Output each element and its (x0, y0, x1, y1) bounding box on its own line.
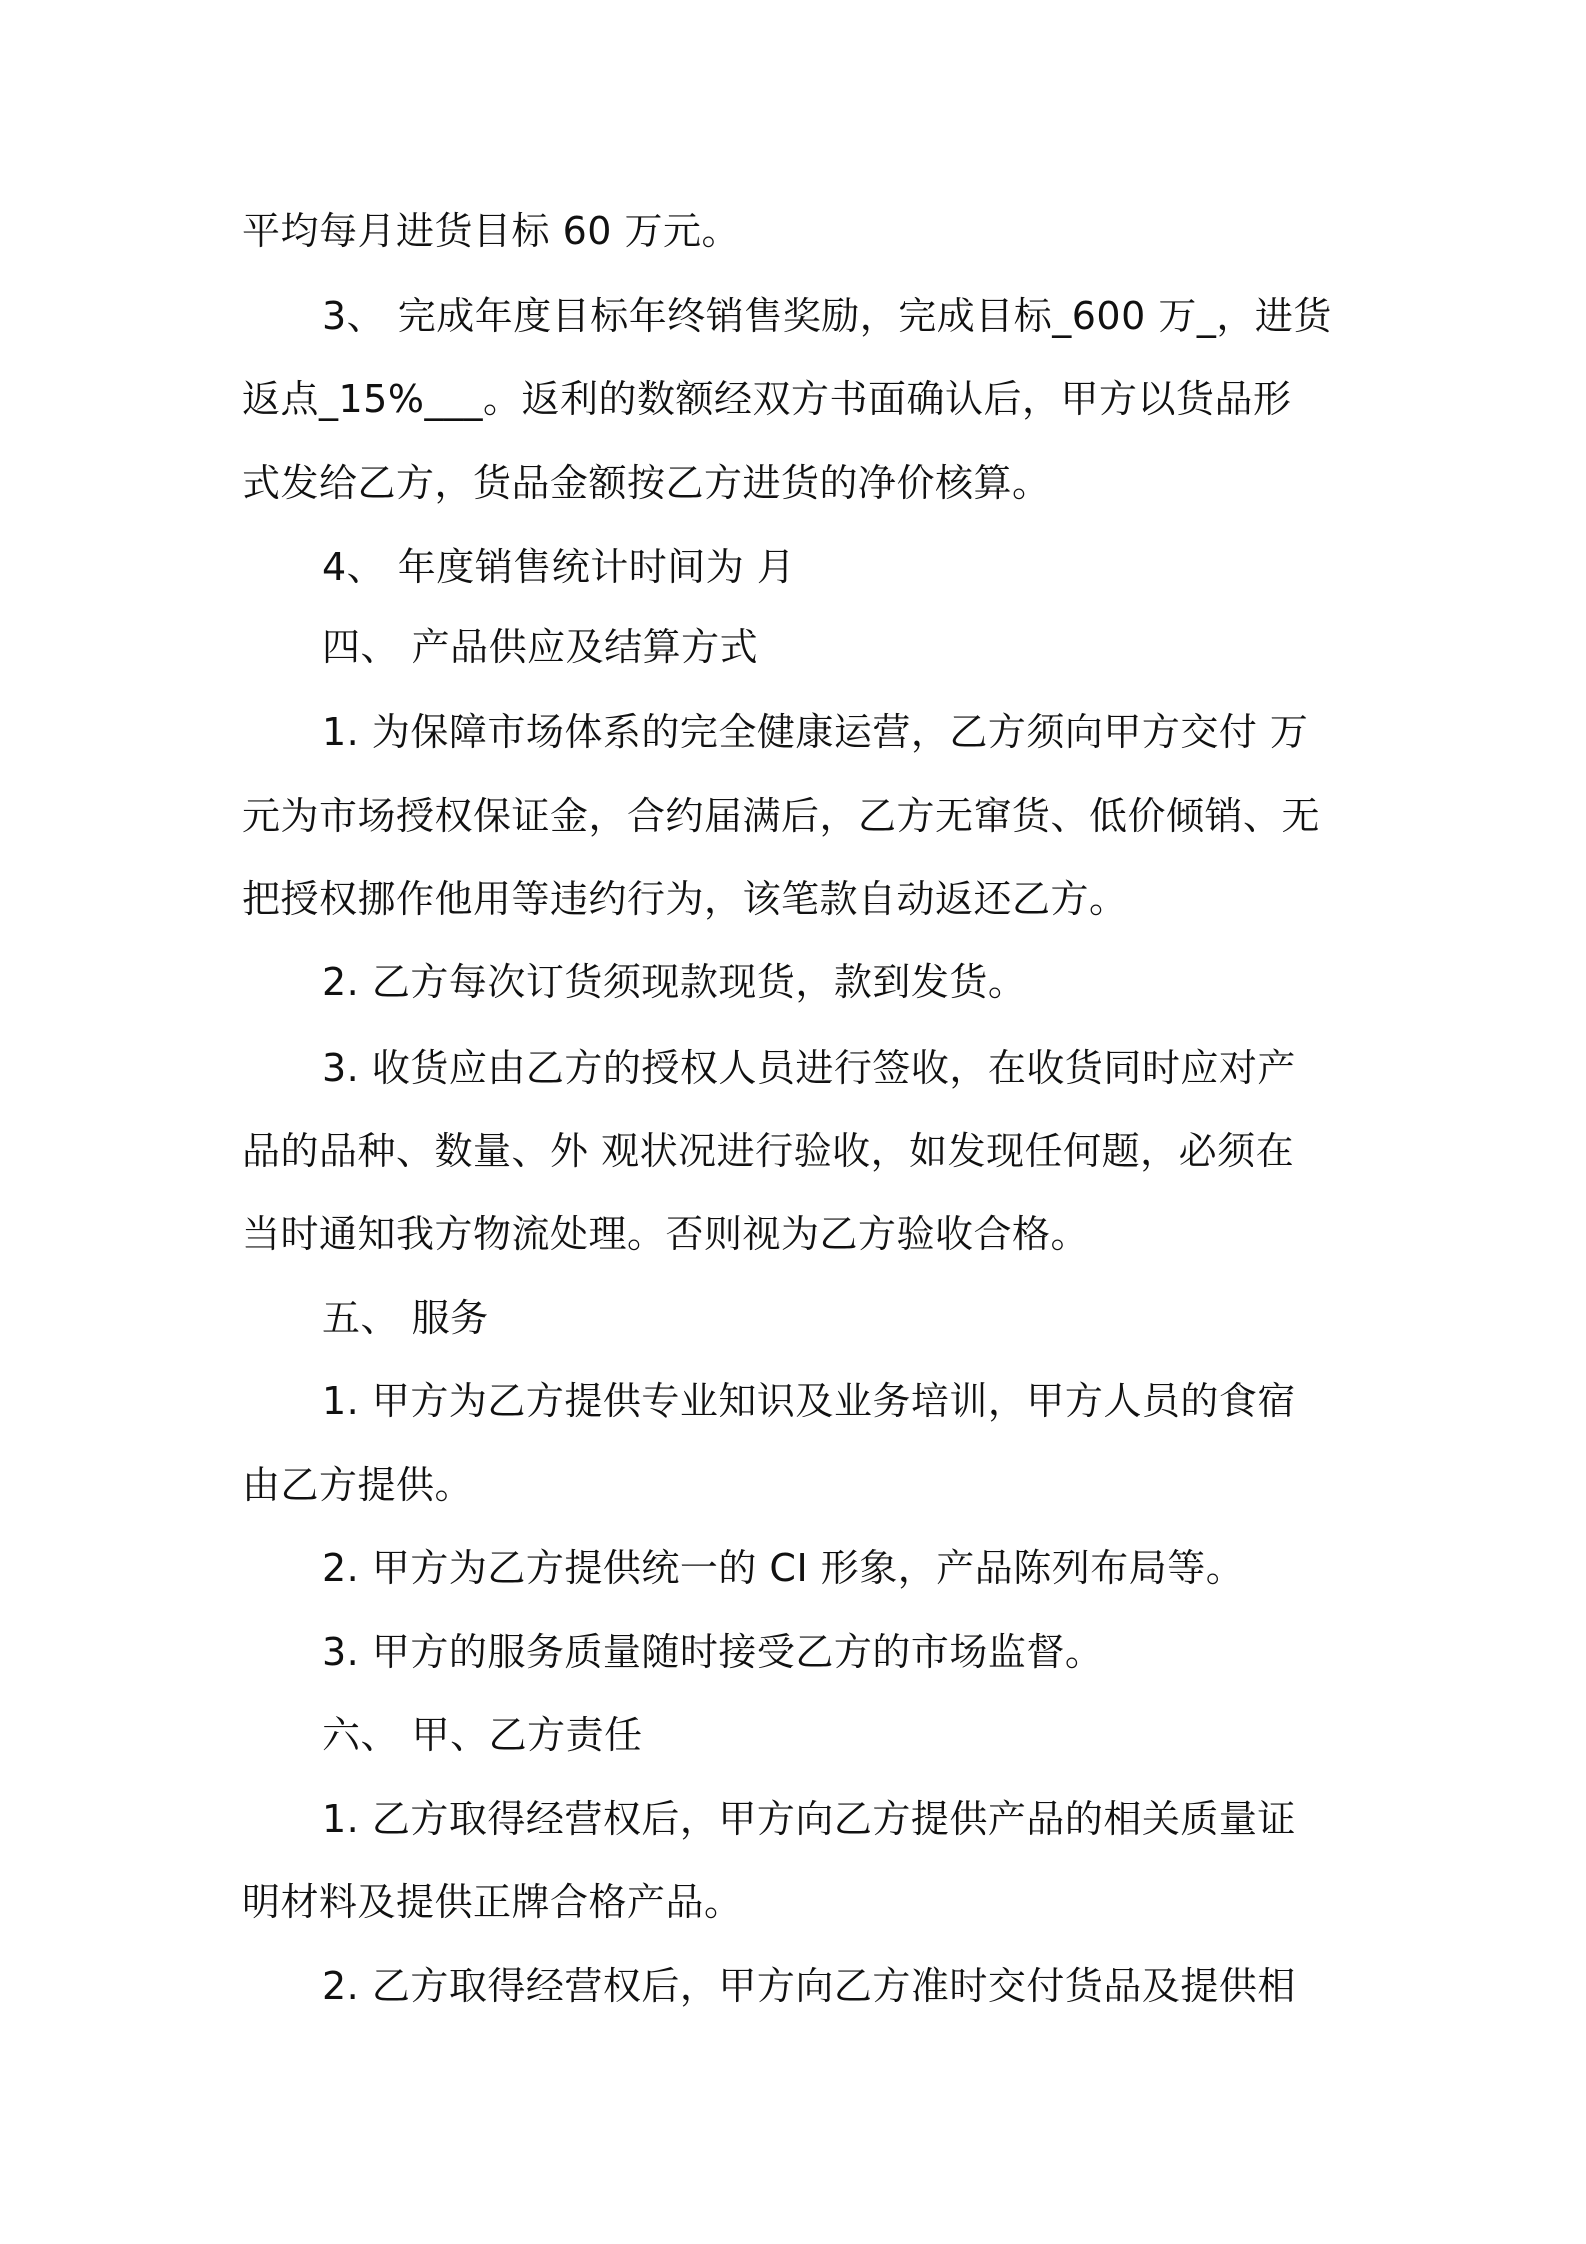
text-line-3: 返点_15%___。返利的数额经双方书面确认后，甲方以货品形 (242, 377, 1292, 421)
text-line-20: 1. 乙方取得经营权后，甲方向乙方提供产品的相关质量证 (322, 1797, 1296, 1841)
text-line-21: 明材料及提供正牌合格产品。 (242, 1880, 743, 1924)
text-line-12: 品的品种、数量、外 观状况进行验收，如发现任何题，必须在 (242, 1129, 1295, 1173)
text-line-11: 3. 收货应由乙方的授权人员进行签收，在收货同时应对产 (322, 1046, 1296, 1090)
text-line-9: 把授权挪作他用等违约行为，该笔款自动返还乙方。 (242, 877, 1128, 921)
section-heading-5: 五、 服务 (322, 1296, 489, 1340)
text-line-22: 2. 乙方取得经营权后，甲方向乙方准时交付货品及提供相 (322, 1964, 1296, 2008)
text-line-4: 式发给乙方，货品金额按乙方进货的净价核算。 (242, 461, 1051, 505)
text-line-18: 3. 甲方的服务质量随时接受乙方的市场监督。 (322, 1630, 1104, 1674)
text-line-8: 元为市场授权保证金，合约届满后，乙方无窜货、低价倾销、无 (242, 794, 1321, 838)
text-line-2: 3、 完成年度目标年终销售奖励，完成目标_600 万_，进货 (322, 294, 1332, 338)
section-heading-6: 六、 甲、乙方责任 (322, 1713, 643, 1757)
text-line-1: 平均每月进货目标 60 万元。 (242, 209, 741, 253)
text-line-16: 由乙方提供。 (242, 1463, 474, 1507)
text-line-5: 4、 年度销售统计时间为 月 (322, 545, 796, 589)
section-heading-4: 四、 产品供应及结算方式 (322, 625, 759, 669)
text-line-13: 当时通知我方物流处理。否则视为乙方验收合格。 (242, 1212, 1090, 1256)
text-line-15: 1. 甲方为乙方提供专业知识及业务培训，甲方人员的食宿 (322, 1379, 1296, 1423)
text-line-10: 2. 乙方每次订货须现款现货，款到发货。 (322, 960, 1027, 1004)
text-line-17: 2. 甲方为乙方提供统一的 CI 形象，产品陈列布局等。 (322, 1546, 1245, 1590)
text-line-7: 1. 为保障市场体系的完全健康运营，乙方须向甲方交付 万 (322, 710, 1309, 754)
